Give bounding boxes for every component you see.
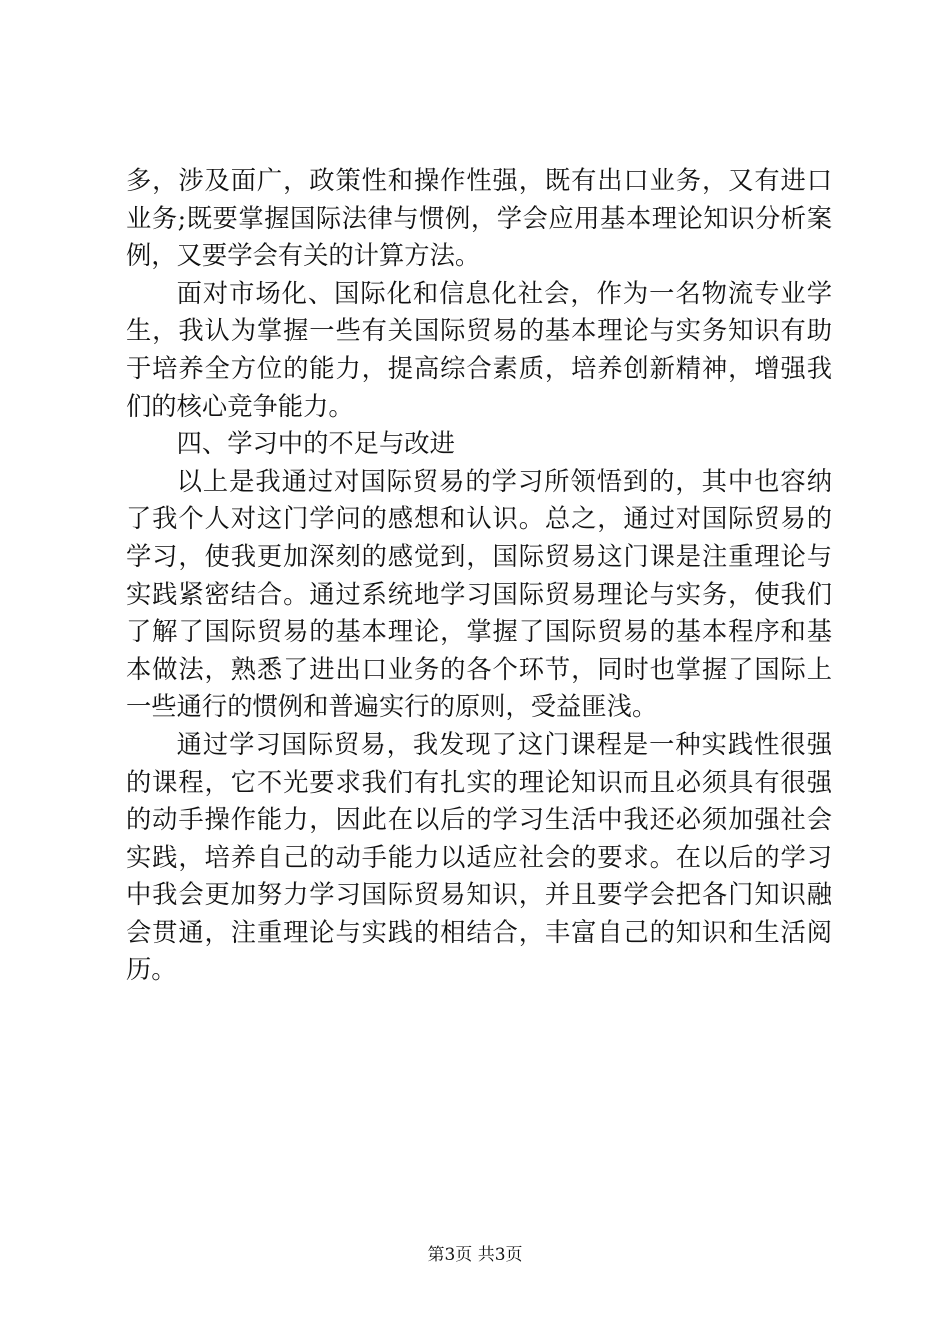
paragraph: 面对市场化、国际化和信息化社会，作为一名物流专业学生，我认为掌握一些有关国际贸易的基本理论与实务知识有助于培养全方位的能力，提高综合素质，培养创新精神，增强我们的核心竞争能力。 [126,278,832,421]
paragraph-continued: 多，涉及面广，政策性和操作性强，既有出口业务，又有进口业务;既要掌握国际法律与惯例，学会应用基本理论知识分析案例，又要学会有关的计算方法。 [126,166,832,271]
paragraph: 以上是我通过对国际贸易的学习所领悟到的，其中也容纳了我个人对这门学问的感想和认识。总之，通过对国际贸易的学习，使我更加深刻的感觉到，国际贸易这门课是注重理论与实践紧密结合。通过系统地学习国际贸易理论与实务，使我们了解了国际贸易的基本理论，掌握了国际贸易的基本程序和基本做法，熟悉了进出口业务的各个环节，同时也掌握了国际上一些通行的惯例和普遍实行的原则，受益匪浅。 [126,466,832,722]
paragraph: 通过学习国际贸易，我发现了这门课程是一种实践性很强的课程，它不光要求我们有扎实的理论知识而且必须具有很强的动手操作能力，因此在以后的学习生活中我还必须加强社会实践，培养自己的动手能力以适应社会的要求。在以后的学习中我会更加努力学习国际贸易知识，并且要学会把各门知识融会贯通，注重理论与实践的相结合，丰富自己的知识和生活阅历。 [126,729,832,985]
page-footer: 第3页 共3页 [427,1245,523,1265]
document-body [126,162,832,989]
section-heading: 四、学习中的不足与改进 [176,429,455,459]
